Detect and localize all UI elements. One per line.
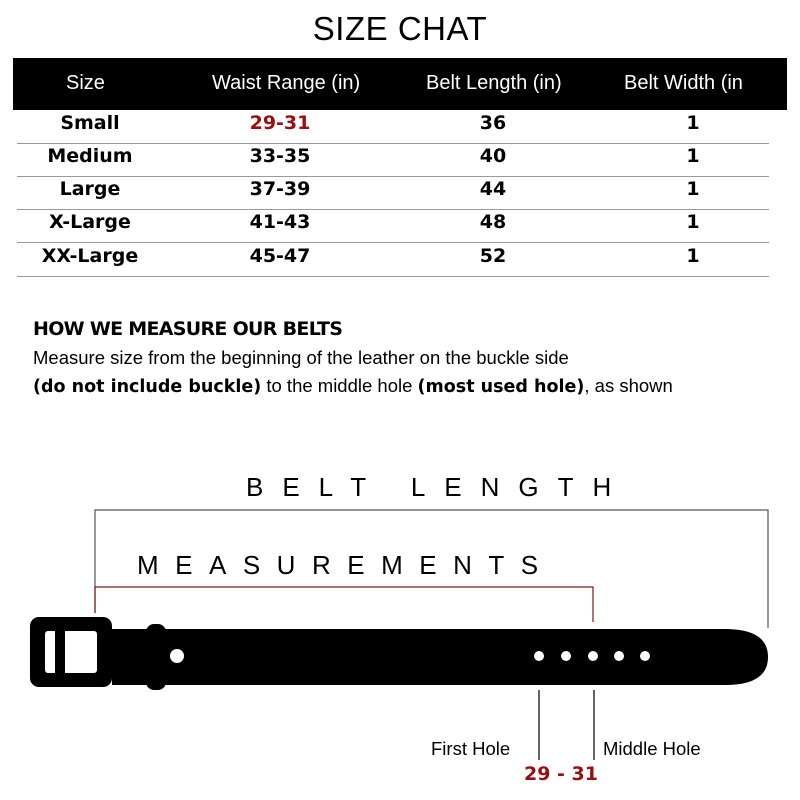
column-header-belt-width: Belt Width (in xyxy=(624,72,743,94)
measurements-label: MEASUREMENTS xyxy=(137,550,555,580)
waist-range-cell: 41-43 xyxy=(249,211,311,233)
column-header-size: Size xyxy=(66,72,105,94)
plain-text: to the middle hole xyxy=(261,375,418,396)
belt-length-bracket xyxy=(95,510,768,628)
waist-range-cell: 33-35 xyxy=(249,145,311,167)
belt-width-cell: 1 xyxy=(686,245,700,267)
measurements-bracket xyxy=(95,587,593,622)
plain-text: , as shown xyxy=(584,375,673,396)
waist-range-cell: 29-31 xyxy=(249,112,311,134)
belt-hole xyxy=(588,651,598,661)
belt-length-cell: 52 xyxy=(479,245,507,267)
belt-hole xyxy=(614,651,624,661)
page-title: SIZE CHAT xyxy=(312,10,488,47)
column-header-belt-length: Belt Length (in) xyxy=(426,72,562,94)
belt-buckle-icon xyxy=(30,617,112,687)
column-header-waist-range: Waist Range (in) xyxy=(212,72,361,94)
waist-range-cell: 45-47 xyxy=(249,245,311,267)
belt-width-cell: 1 xyxy=(686,178,700,200)
size-cell: X-Large xyxy=(49,211,131,233)
size-cell: XX-Large xyxy=(41,245,139,267)
belt-width-cell: 1 xyxy=(686,112,700,134)
size-cell: Small xyxy=(60,112,120,134)
belt-length-cell: 36 xyxy=(479,112,507,134)
measure-instruction-line-1: Measure size from the beginning of the leather on the buckle side xyxy=(33,347,569,368)
first-hole-label: First Hole xyxy=(431,738,511,759)
bold-text: (most used hole) xyxy=(417,377,585,397)
belt-loop xyxy=(146,624,166,690)
size-cell: Medium xyxy=(47,145,133,167)
belt-strap-icon xyxy=(112,629,768,685)
rivet-hole xyxy=(170,649,184,663)
range-label: 29 - 31 xyxy=(524,763,598,785)
middle-hole-label: Middle Hole xyxy=(603,738,701,759)
belt-width-cell: 1 xyxy=(686,211,700,233)
belt-length-cell: 48 xyxy=(479,211,507,233)
belt-hole xyxy=(561,651,571,661)
belt-length-cell: 40 xyxy=(479,145,507,167)
waist-range-cell: 37-39 xyxy=(249,178,311,200)
belt-length-label: BELT LENGTH xyxy=(246,472,631,502)
bold-text: (do not include buckle) xyxy=(33,377,262,397)
section-heading: HOW WE MEASURE OUR BELTS xyxy=(33,318,343,340)
belt-length-cell: 44 xyxy=(479,178,507,200)
belt-hole xyxy=(640,651,650,661)
belt-width-cell: 1 xyxy=(686,145,700,167)
size-cell: Large xyxy=(59,178,121,200)
belt-hole xyxy=(534,651,544,661)
